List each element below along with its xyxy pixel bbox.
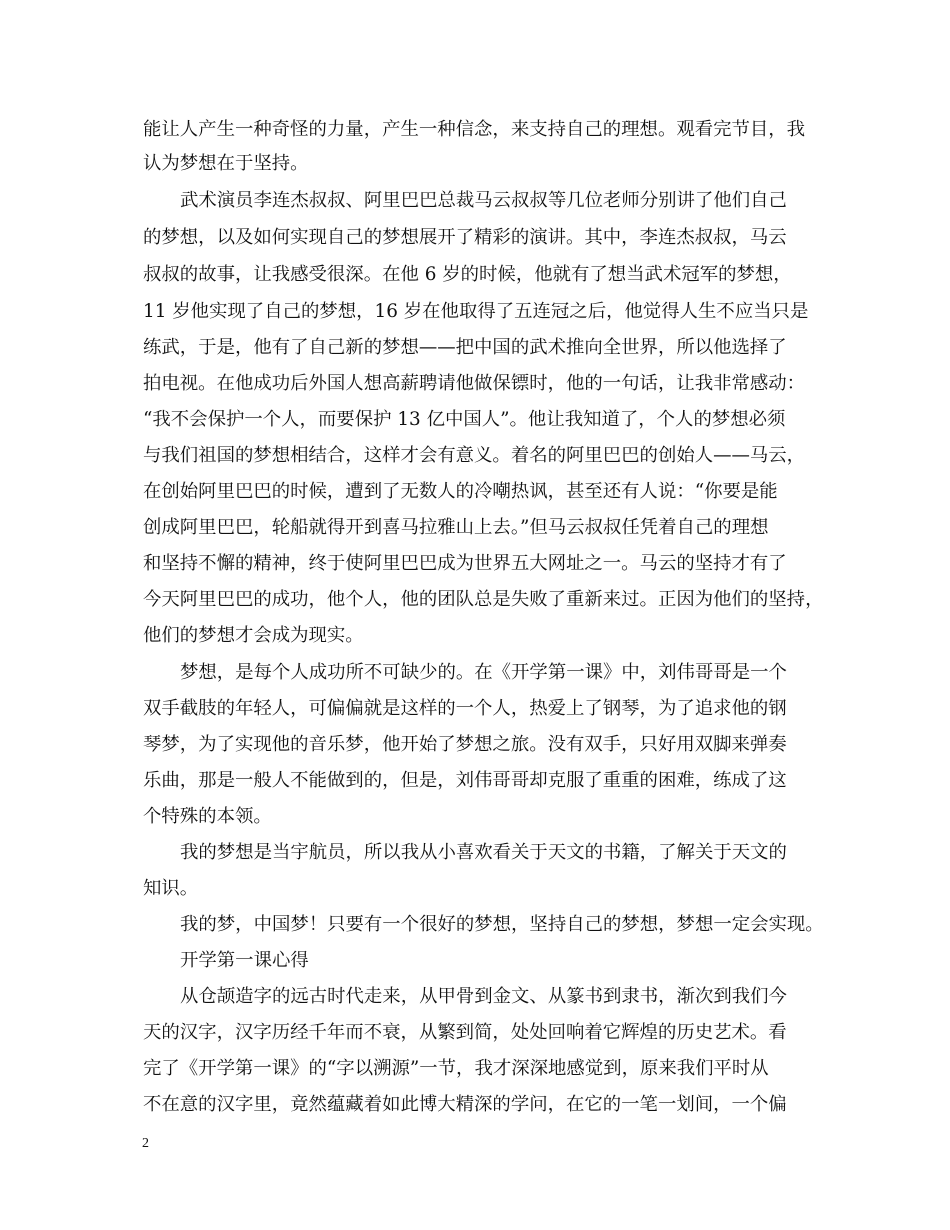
text-line: 不在意的汉字里，竟然蕴藏着如此博大精深的学问，在它的一笔一划间，一个偏 — [143, 1094, 787, 1115]
text-line: 今天阿里巴巴的成功，他个人，他的团队总是失败了重新来过。正因为他们的坚持， — [143, 589, 824, 610]
text-line: “我不会保护一个人，而要保护 13 亿中国人”。他让我知道了，个人的梦想必须 — [143, 409, 786, 430]
text-line: 认为梦想在于坚持。 — [143, 153, 309, 174]
text-line: 与我们祖国的梦想相结合，这样才会有意义。着名的阿里巴巴的创始人——马云， — [143, 445, 806, 466]
paragraph-start-line: 梦想，是每个人成功所不可缺少的。在《开学第一课》中，刘伟哥哥是一个 — [180, 662, 787, 683]
text-line: 他们的梦想才会成为现实。 — [143, 625, 364, 646]
text-line: 拍电视。在他成功后外国人想高薪聘请他做保镖时，他的一句话，让我非常感动： — [143, 373, 806, 394]
text-line: 练武，于是，他有了自己新的梦想——把中国的武术推向全世界，所以他选择了 — [143, 337, 787, 358]
text-line: 个特殊的本领。 — [143, 806, 272, 827]
text-line: 乐曲，那是一般人不能做到的，但是，刘伟哥哥却克服了重重的困难，练成了这 — [143, 770, 787, 791]
text-line: 叔叔的故事，让我感受很深。在他 6 岁的时候，他就有了想当武术冠军的梦想， — [143, 264, 792, 285]
text-line: 双手截肢的年轻人，可偏偏就是这样的一个人，热爱上了钢琴，为了追求他的钢 — [143, 698, 787, 719]
text-line: 11 岁他实现了自己的梦想，16 岁在他取得了五连冠之后，他觉得人生不应当只是 — [143, 301, 809, 322]
paragraph-start-line: 我的梦，中国梦！只要有一个很好的梦想，坚持自己的梦想，梦想一定会实现。 — [180, 914, 824, 935]
text-line: 的梦想，以及如何实现自己的梦想展开了精彩的演讲。其中，李连杰叔叔，马云 — [143, 227, 787, 248]
paragraph-start-line: 从仓颉造字的远古时代走来，从甲骨到金文、从篆书到隶书，渐次到我们今 — [180, 986, 787, 1007]
text-line: 创成阿里巴巴，轮船就得开到喜马拉雅山上去。”但马云叔叔任凭着自己的理想 — [143, 517, 769, 538]
page-number: 2 — [142, 1136, 149, 1151]
text-line: 能让人产生一种奇怪的力量，产生一种信念，来支持自己的理想。观看完节目，我 — [143, 119, 806, 140]
text-line: 完了《开学第一课》的“字以溯源”一节，我才深深地感觉到，原来我们平时从 — [143, 1058, 769, 1079]
paragraph-start-line: 我的梦想是当宇航员，所以我从小喜欢看关于天文的书籍，了解关于天文的 — [180, 842, 787, 863]
text-line: 琴梦，为了实现他的音乐梦，他开始了梦想之旅。没有双手，只好用双脚来弹奏 — [143, 734, 787, 755]
text-line: 知识。 — [143, 878, 199, 899]
section-heading: 开学第一课心得 — [180, 950, 309, 971]
text-line: 和坚持不懈的精神，终于使阿里巴巴成为世界五大网址之一。马云的坚持才有了 — [143, 553, 787, 574]
paragraph-start-line: 武术演员李连杰叔叔、阿里巴巴总裁马云叔叔等几位老师分别讲了他们自己 — [180, 190, 787, 211]
text-line: 在创始阿里巴巴的时候，遭到了无数人的冷嘲热讽，甚至还有人说：“你要是能 — [143, 481, 778, 502]
text-line: 天的汉字，汉字历经千年而不衰，从繁到简，处处回响着它辉煌的历史艺术。看 — [143, 1022, 787, 1043]
